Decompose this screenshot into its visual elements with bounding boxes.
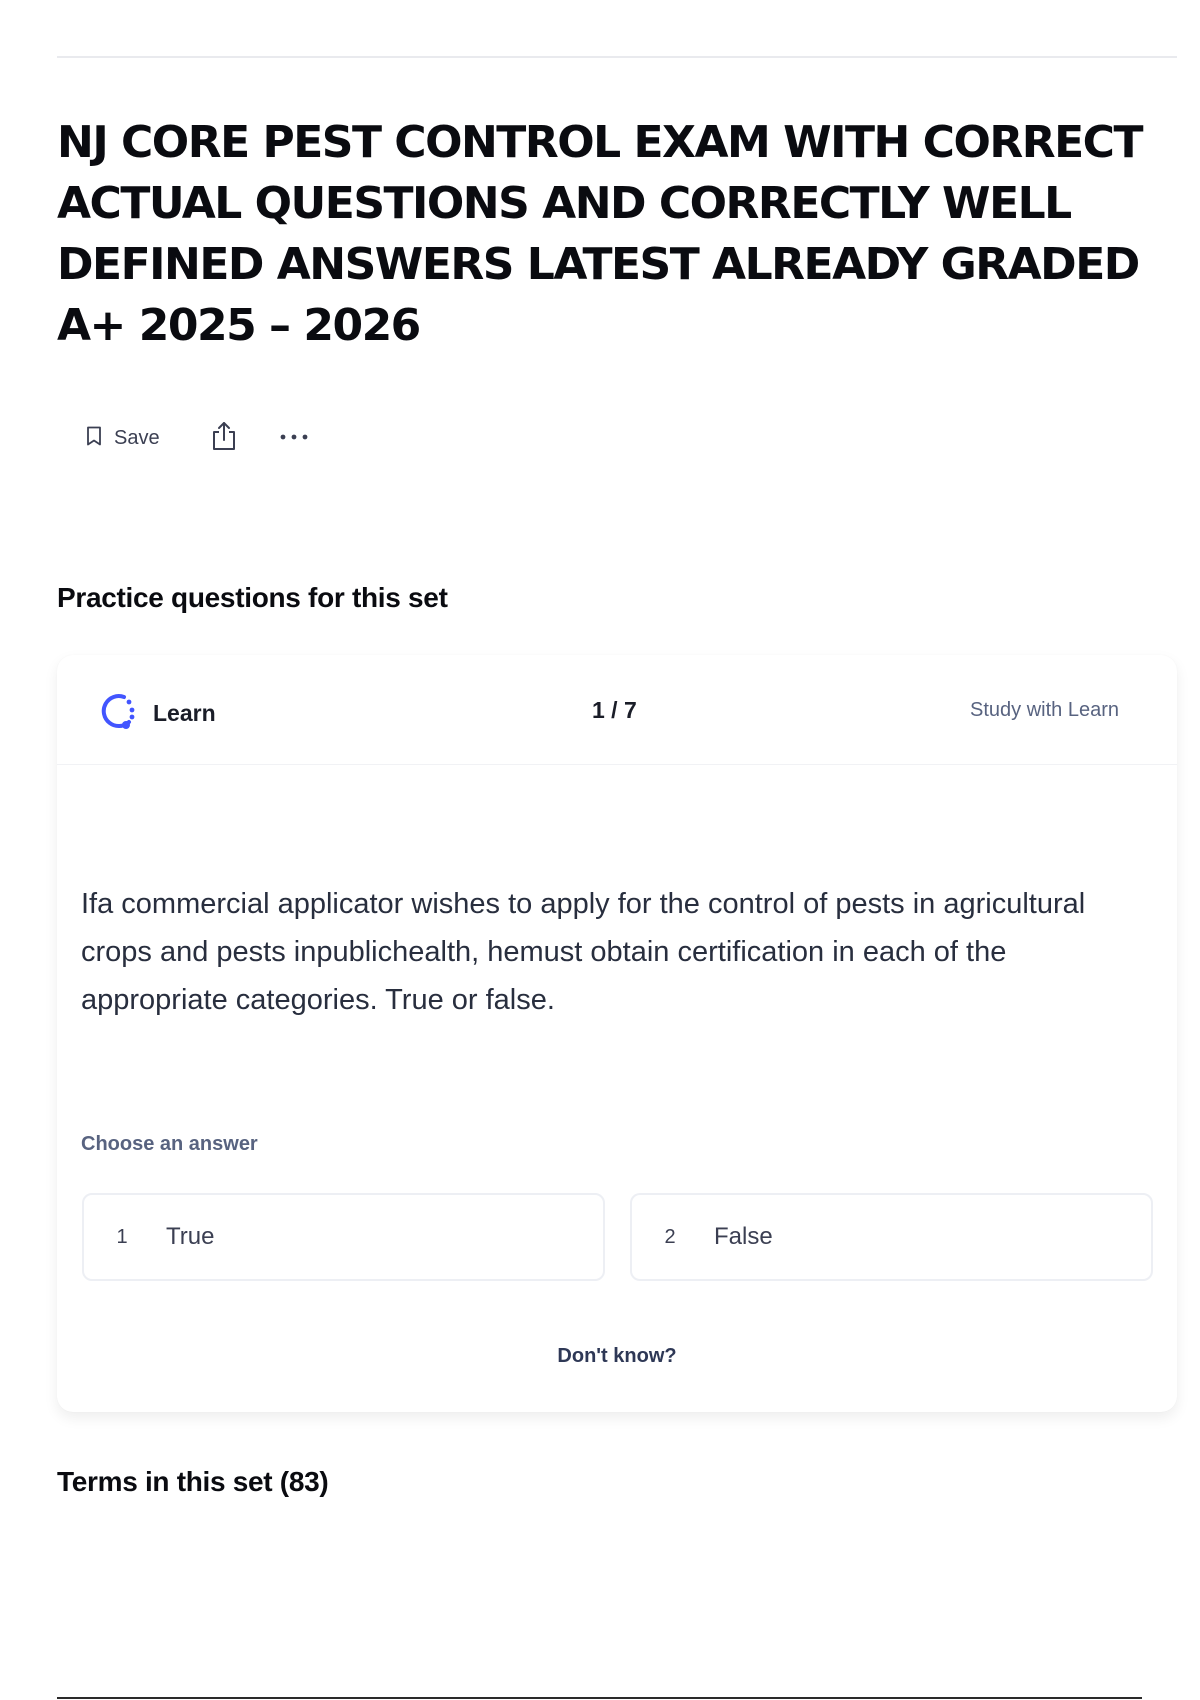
page-title: NJ CORE PEST CONTROL EXAM WITH CORRECT ACTUAL QUESTIONS AND CORRECTLY WELL DEFINED ANSWERS LATEST ALREADY GRADED A+ 2025 – 2026 bbox=[57, 117, 1142, 351]
more-options-button[interactable] bbox=[278, 429, 310, 447]
share-icon bbox=[210, 420, 238, 457]
bookmark-icon bbox=[86, 426, 102, 451]
learn-label: Learn bbox=[153, 700, 216, 726]
learn-mode-label bbox=[95, 689, 216, 738]
bottom-divider bbox=[57, 1697, 1142, 1699]
card-header bbox=[57, 655, 1177, 765]
save-label: Save bbox=[114, 426, 160, 449]
answer-text: True bbox=[166, 1223, 215, 1250]
practice-card bbox=[57, 655, 1177, 1412]
more-icon bbox=[278, 429, 310, 447]
share-button[interactable] bbox=[210, 420, 238, 457]
answer-number: 2 bbox=[664, 1225, 676, 1248]
choose-answer-label: Choose an answer bbox=[81, 1133, 258, 1155]
terms-heading: Terms in this set (83) bbox=[57, 1466, 329, 1497]
practice-heading: Practice questions for this set bbox=[57, 582, 448, 613]
action-bar bbox=[86, 420, 310, 456]
answer-option-false[interactable] bbox=[630, 1193, 1153, 1281]
study-with-learn-link[interactable]: Study with Learn bbox=[970, 699, 1119, 721]
answer-text: False bbox=[714, 1223, 773, 1250]
top-divider bbox=[57, 56, 1177, 58]
answer-option-true[interactable] bbox=[82, 1193, 605, 1281]
question-progress: 1 / 7 bbox=[592, 697, 637, 723]
dont-know-button[interactable]: Don't know? bbox=[557, 1345, 677, 1367]
answer-number: 1 bbox=[116, 1225, 128, 1248]
save-button[interactable] bbox=[86, 426, 160, 451]
learn-icon bbox=[95, 689, 139, 738]
question-text: Ifa commercial applicator wishes to apply for the control of pests in agricultural crops and pests inpublichealth, hemust obtain certification in each of the appropriate categories. True or false. bbox=[81, 888, 1086, 1016]
